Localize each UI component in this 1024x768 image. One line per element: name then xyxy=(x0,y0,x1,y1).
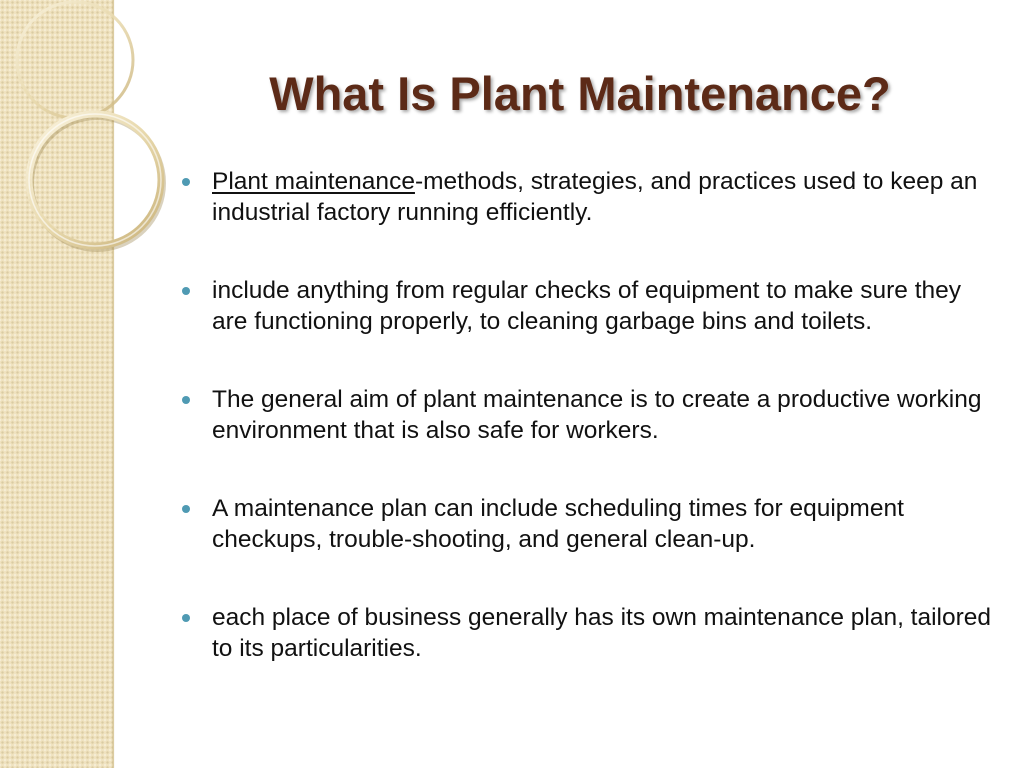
bullet-item xyxy=(182,275,992,337)
bullet-text: include anything from regular checks of equipment to make sure they are functioning properly, to cleaning garbage bins and toilets. xyxy=(212,277,962,335)
upper-ring-icon xyxy=(17,2,133,118)
bullet-dot-icon xyxy=(182,396,190,404)
decorative-rings-icon xyxy=(0,0,200,300)
bullet-text: A maintenance plan can include scheduling times for equipment checkups, trouble-shooting, and general clean-up. xyxy=(212,495,904,553)
bullet-dot-icon xyxy=(182,178,190,186)
bullet-list xyxy=(182,166,992,711)
lower-ring-highlight-icon xyxy=(29,114,161,246)
bullet-dot-icon xyxy=(182,505,190,513)
bullet-item xyxy=(182,384,992,446)
bullet-text xyxy=(212,168,977,226)
bullet-item xyxy=(182,493,992,555)
bullet-dot-icon xyxy=(182,287,190,295)
bullet-item xyxy=(182,602,992,664)
bullet-item xyxy=(182,166,992,228)
bullet-dot-icon xyxy=(182,614,190,622)
bullet-text: each place of business generally has its own maintenance plan, tailored to its particularities. xyxy=(212,604,992,662)
bullet-term: Plant maintenance xyxy=(212,168,415,195)
bullet-text: The general aim of plant maintenance is to create a productive working environment that is also safe for workers. xyxy=(212,386,982,444)
bullet-description: -methods, strategies, and practices used to keep an industrial factory running efficiently. xyxy=(212,168,978,226)
slide-title: What Is Plant Maintenance? xyxy=(269,67,891,120)
